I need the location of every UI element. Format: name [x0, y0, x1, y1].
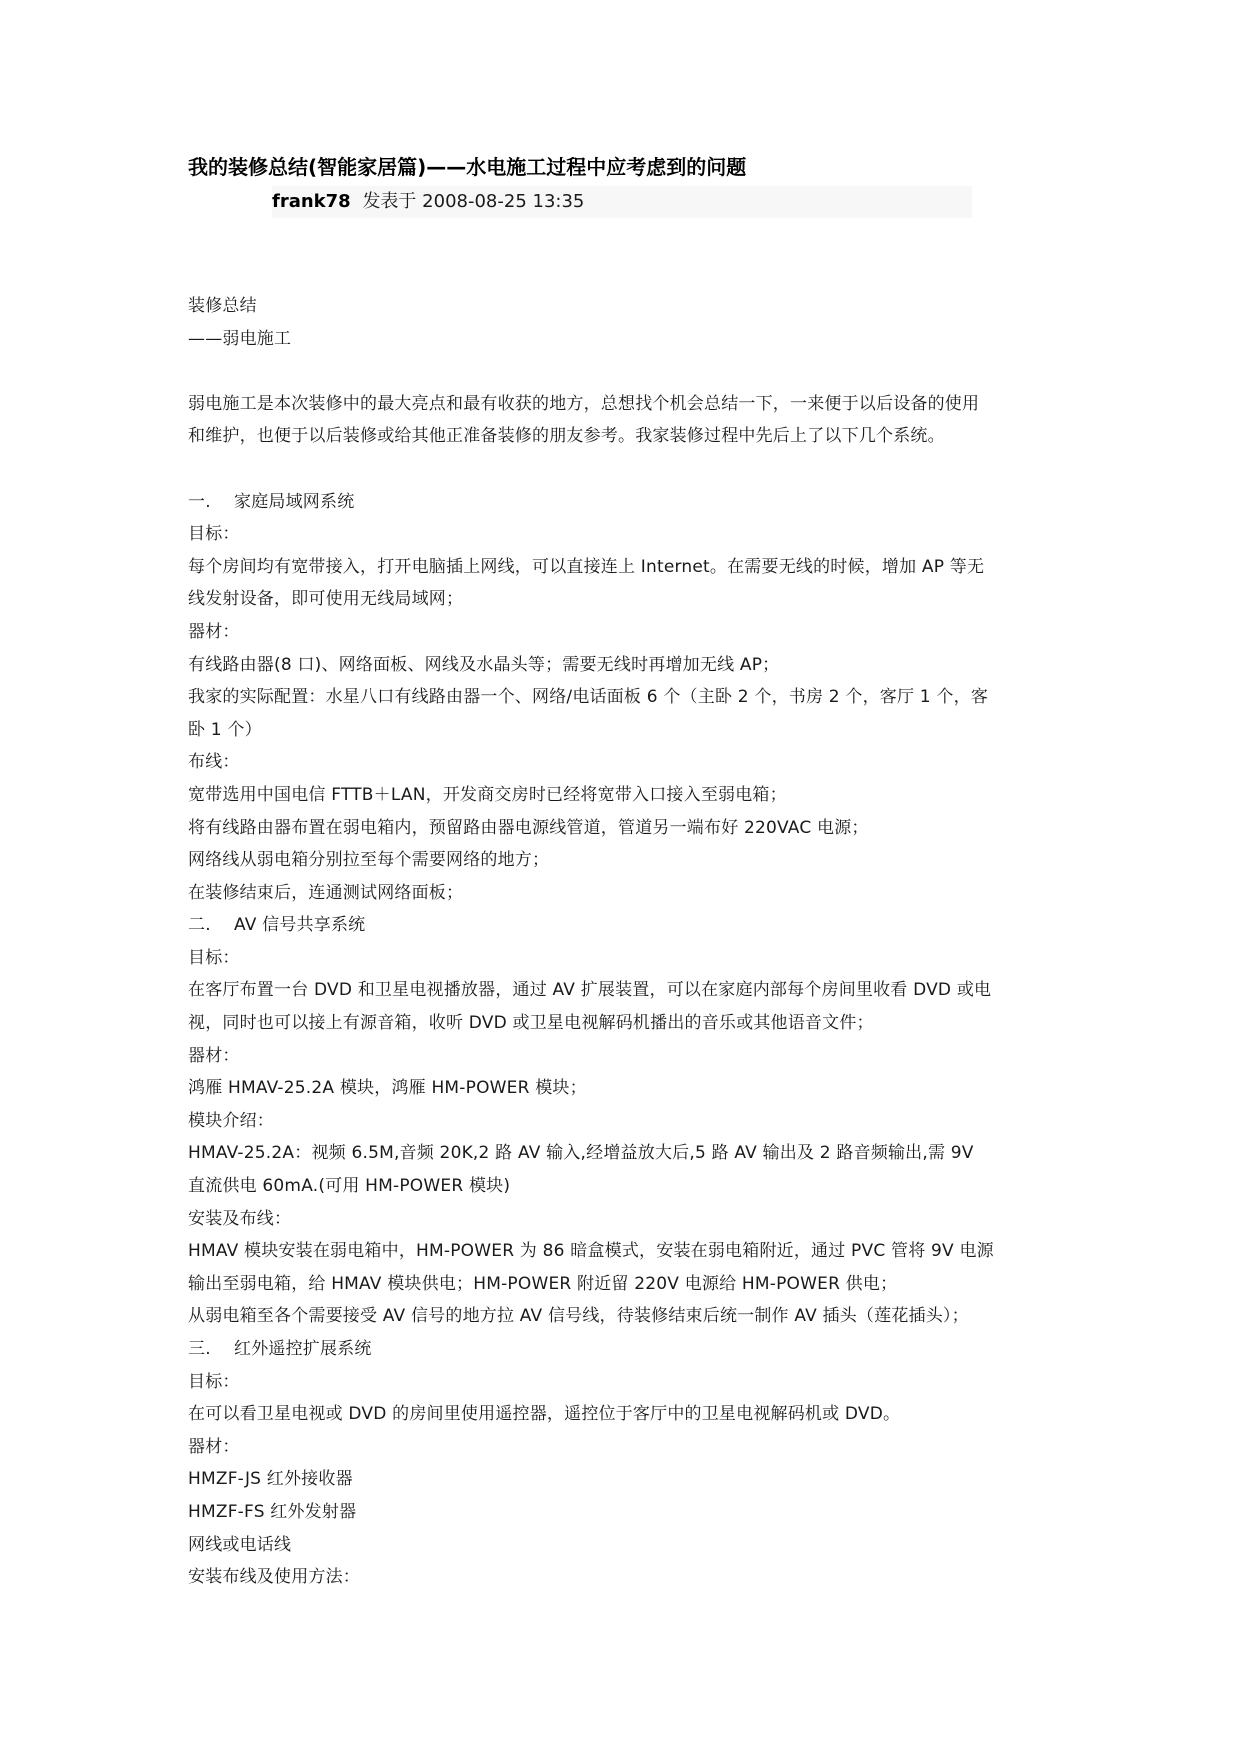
body-line: HMAV 模块安装在弱电箱中，HM-POWER 为 86 暗盒模式，安装在弱电箱附近，通过 PVC 管将 9V 电源 — [188, 1241, 994, 1262]
body-line: 网络线从弱电箱分别拉至每个需要网络的地方； — [188, 850, 550, 871]
section-heading — [188, 909, 1058, 942]
byline-bar — [272, 186, 972, 218]
posted-label: 发表于 — [362, 191, 417, 212]
section-title: 红外遥控扩展系统 — [234, 1339, 372, 1359]
section-title: 家庭局域网系统 — [234, 491, 355, 512]
article-body — [188, 290, 1058, 1594]
body-line: 目标： — [188, 947, 240, 968]
body-line: 在可以看卫星电视或 DVD 的房间里使用遥控器，遥控位于客厅中的卫星电视解码机或 DVD。 — [188, 1404, 901, 1425]
body-line: 目标： — [188, 1371, 240, 1392]
body-line: 将有线路由器布置在弱电箱内，预留路由器电源线管道，管道另一端布好 220VAC 电源； — [188, 817, 869, 838]
section-number: 二. — [188, 915, 211, 936]
body-line: HMZF-JS 红外接收器 — [188, 1469, 353, 1490]
author-name: frank78 — [272, 191, 351, 212]
body-line: 器材： — [188, 1436, 240, 1457]
body-line: 从弱电箱至各个需要接受 AV 信号的地方拉 AV 信号线，待装修结束后统一制作 AV 插头（莲花插头）； — [188, 1306, 969, 1327]
body-line: 在装修结束后，连通测试网络面板； — [188, 882, 464, 903]
body-line: 在客厅布置一台 DVD 和卫星电视播放器，通过 AV 扩展装置，可以在家庭内部每个房间里收看 DVD 或电 — [188, 980, 992, 1001]
body-line: 器材： — [188, 621, 240, 642]
body-line: 目标： — [188, 524, 240, 545]
heading-subline: ——弱电施工 — [188, 328, 292, 349]
spacer — [188, 453, 1058, 486]
article-title: 我的装修总结(智能家居篇)——水电施工过程中应考虑到的问题 — [188, 155, 747, 179]
section-number: 三. — [188, 1339, 211, 1359]
spacer — [188, 355, 1058, 388]
body-line: HMZF-FS 红外发射器 — [188, 1501, 357, 1522]
section-heading — [188, 486, 1058, 519]
body-line: 宽带选用中国电信 FTTB＋LAN，开发商交房时已经将宽带入口接入至弱电箱； — [188, 784, 787, 805]
heading-line: 装修总结 — [188, 296, 257, 316]
body-line: 视，同时也可以接上有源音箱，收听 DVD 或卫星电视解码机播出的音乐或其他语音文件； — [188, 1013, 874, 1034]
body-line: 有线路由器(8 口)、网络面板、网线及水晶头等；需要无线时再增加无线 AP； — [188, 654, 780, 675]
body-line: 模块介绍： — [188, 1110, 274, 1131]
post-datetime: 2008-08-25 13:35 — [422, 191, 585, 212]
intro-line: 弱电施工是本次装修中的最大亮点和最有收获的地方，总想找个机会总结一下，一来便于以后设备的使用 — [188, 393, 980, 414]
body-line: 安装布线及使用方法： — [188, 1567, 360, 1588]
body-line: 输出至弱电箱，给 HMAV 模块供电；HM-POWER 附近留 220V 电源给 HM-POWER 供电； — [188, 1273, 898, 1294]
body-line: 我家的实际配置：水星八口有线路由器一个、网络/电话面板 6 个（主卧 2 个，书房 2 个，客厅 1 个，客 — [188, 687, 989, 708]
section-number: 一. — [188, 491, 211, 512]
section-heading — [188, 1333, 1058, 1366]
body-line: 鸿雁 HMAV-25.2A 模块，鸿雁 HM-POWER 模块； — [188, 1078, 587, 1099]
body-line: 每个房间均有宽带接入，打开电脑插上网线，可以直接连上 Internet。在需要无线的时候，增加 AP 等无 — [188, 556, 985, 577]
body-line: 器材： — [188, 1045, 240, 1066]
body-line: 布线： — [188, 752, 240, 773]
body-line: HMAV-25.2A：视频 6.5M,音频 20K,2 路 AV 输入,经增益放大后,5 路 AV 输出及 2 路音频输出,需 9V — [188, 1143, 974, 1164]
body-line: 线发射设备，即可使用无线局域网； — [188, 589, 464, 610]
section-title: AV 信号共享系统 — [234, 915, 366, 936]
body-line: 安装及布线： — [188, 1208, 292, 1229]
intro-line: 和维护，也便于以后装修或给其他正准备装修的朋友参考。我家装修过程中先后上了以下几个系统。 — [188, 426, 945, 447]
body-line: 卧 1 个） — [188, 719, 262, 740]
body-line: 网线或电话线 — [188, 1534, 292, 1555]
body-line: 直流供电 60mA.(可用 HM-POWER 模块) — [188, 1176, 511, 1197]
